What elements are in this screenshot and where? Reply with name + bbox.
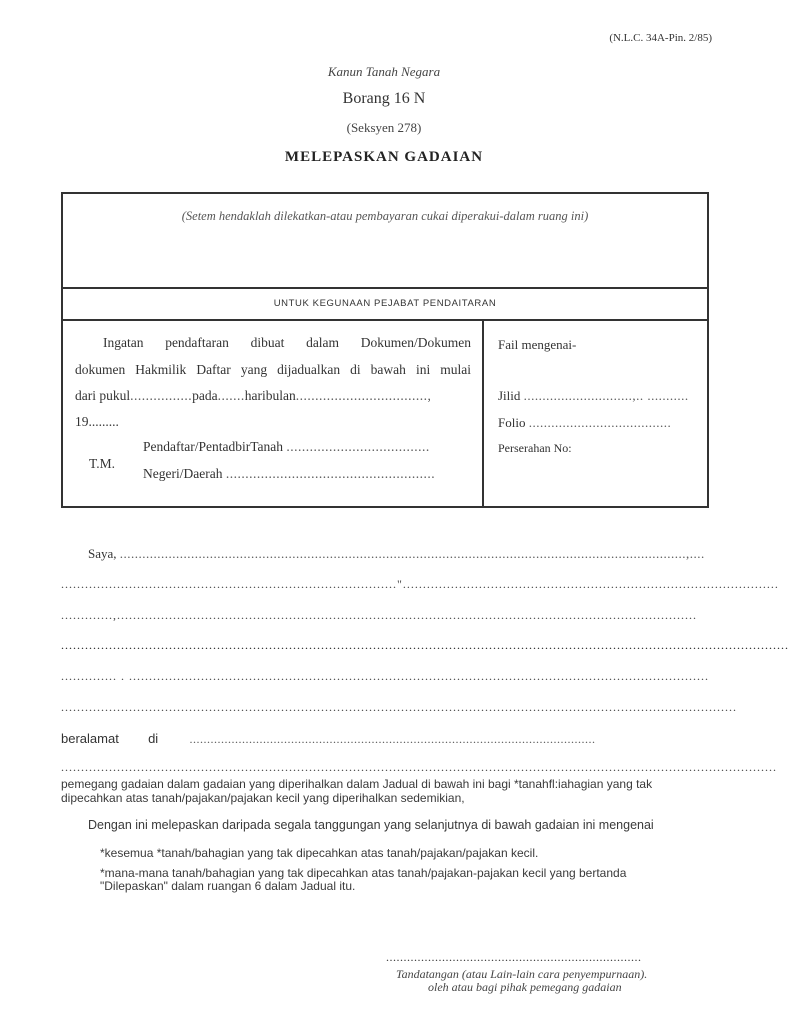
option-partial-line-2: "Dilepaskan" dalam ruangan 6 dalam Jadual itu. xyxy=(100,879,356,893)
signature-caption-2: oleh atau bagi pihak pemegang gadaian xyxy=(428,980,622,994)
day-dots: .................................., xyxy=(295,388,432,403)
file-reference-cell xyxy=(484,321,707,506)
state-line xyxy=(143,466,473,482)
from-label: dari xyxy=(75,388,96,403)
address-label: beralamat xyxy=(61,731,119,746)
volume-line xyxy=(498,388,689,404)
form-reference: (N.L.C. 34A-Pin. 2/85) xyxy=(609,32,712,44)
address-di-label: di xyxy=(148,731,159,746)
fill-line-8: ................................................................................................................................................................................... xyxy=(61,760,777,774)
chargee-description-line-1: pemegang gadaian dalam gadaian yang diperihalkan dalam Jadual di bawah ini bagi *tanahfl:iahagian yang tak xyxy=(61,777,653,791)
signature-caption-1: Tandatangan (atau Lain-lain cara penyempurnaan). xyxy=(396,967,648,981)
saya-label: Saya, xyxy=(88,546,117,561)
form-title: Borang 16 N xyxy=(342,90,426,107)
office-use-label: UNTUK KEGUNAAN PEJABAT PENDAITARAN xyxy=(273,298,497,309)
option-partial-line-1: *mana-mana tanah/bahagian yang tak dipecahkan atas tanah/pajakan-pajakan kecil yang bertanda xyxy=(100,866,627,880)
option-all: *kesemua *tanah/bahagian yang tak dipecahkan atas tanah/pajakan/pajakan kecil. xyxy=(100,846,539,860)
folio-label: Folio xyxy=(498,415,526,430)
address-dots: .................................................................................................................... xyxy=(189,732,596,746)
time-dots: ................ xyxy=(130,388,193,403)
release-statement: Dengan ini melepaskan daripada segala tanggungan yang selanjutnya di bawah gadaian ini mengenai xyxy=(88,818,654,832)
tm-label: T.M. xyxy=(89,456,115,471)
volume-label: Jilid xyxy=(498,388,521,403)
signature-dots: ......................................................................... xyxy=(386,950,642,964)
registration-memorial-cell xyxy=(63,321,484,506)
time-label: pukul xyxy=(99,388,131,403)
chargee-description-line-2: dipecahkan atas tanah/pajakan/pajakan kecil yang diperihalkan sedemikian, xyxy=(61,791,465,805)
presentation-label: Perserahan No: xyxy=(498,441,572,455)
registration-line-3 xyxy=(75,388,471,404)
on-label: pada xyxy=(192,388,218,403)
folio-dots: ...................................... xyxy=(528,415,672,430)
office-use-bar xyxy=(63,289,707,321)
act-title: Kanun Tanah Negara xyxy=(327,64,441,79)
fill-line-2: ....................................................................................".............................................................................................. xyxy=(61,577,779,591)
registration-line-2: dokumen Hakmilik Daftar yang dijadualkan di bawah ini mulai xyxy=(75,362,471,377)
day-label: haribulan xyxy=(244,388,296,403)
registrar-label: Pendaftar/PentadbirTanah xyxy=(143,439,284,454)
stamp-area xyxy=(63,194,707,289)
volume-dots: .............................,.. ........... xyxy=(523,388,689,403)
fill-line-6: ......................................................................................................................................................................... xyxy=(61,700,737,714)
saya-dots: .......................................................................................................................................................,.... xyxy=(119,546,705,561)
folio-line xyxy=(498,415,671,431)
stamp-note: (Setem hendaklah dilekatkan-atau pembayaran cukai diperakui-dalam ruang ini) xyxy=(181,209,589,223)
fill-line-4: ...................................................................................................................................................................................... xyxy=(61,638,789,652)
file-heading: Fail mengenai- xyxy=(498,337,577,352)
document-heading: MELEPASKAN GADAIAN xyxy=(284,149,484,165)
fill-line-5: .............. . ................................................................................................................................................. xyxy=(61,669,709,683)
year-line: 19......... xyxy=(75,414,119,429)
section-reference: (Seksyen 278) xyxy=(346,120,422,135)
chargee-name-line xyxy=(88,546,709,562)
on-dots: ....... xyxy=(217,388,245,403)
state-label: Negeri/Daerah xyxy=(143,466,223,481)
registrar-line xyxy=(143,439,473,455)
stamp-registration-box xyxy=(61,192,709,508)
address-line xyxy=(61,731,709,747)
state-dots: ...................................................... xyxy=(225,466,436,481)
fill-line-3: .............,................................................................................................................................................. xyxy=(61,608,697,622)
registration-line-1: Ingatan pendaftaran dibuat dalam Dokumen/Dokumen xyxy=(103,335,471,350)
registrar-dots: ..................................... xyxy=(286,439,430,454)
